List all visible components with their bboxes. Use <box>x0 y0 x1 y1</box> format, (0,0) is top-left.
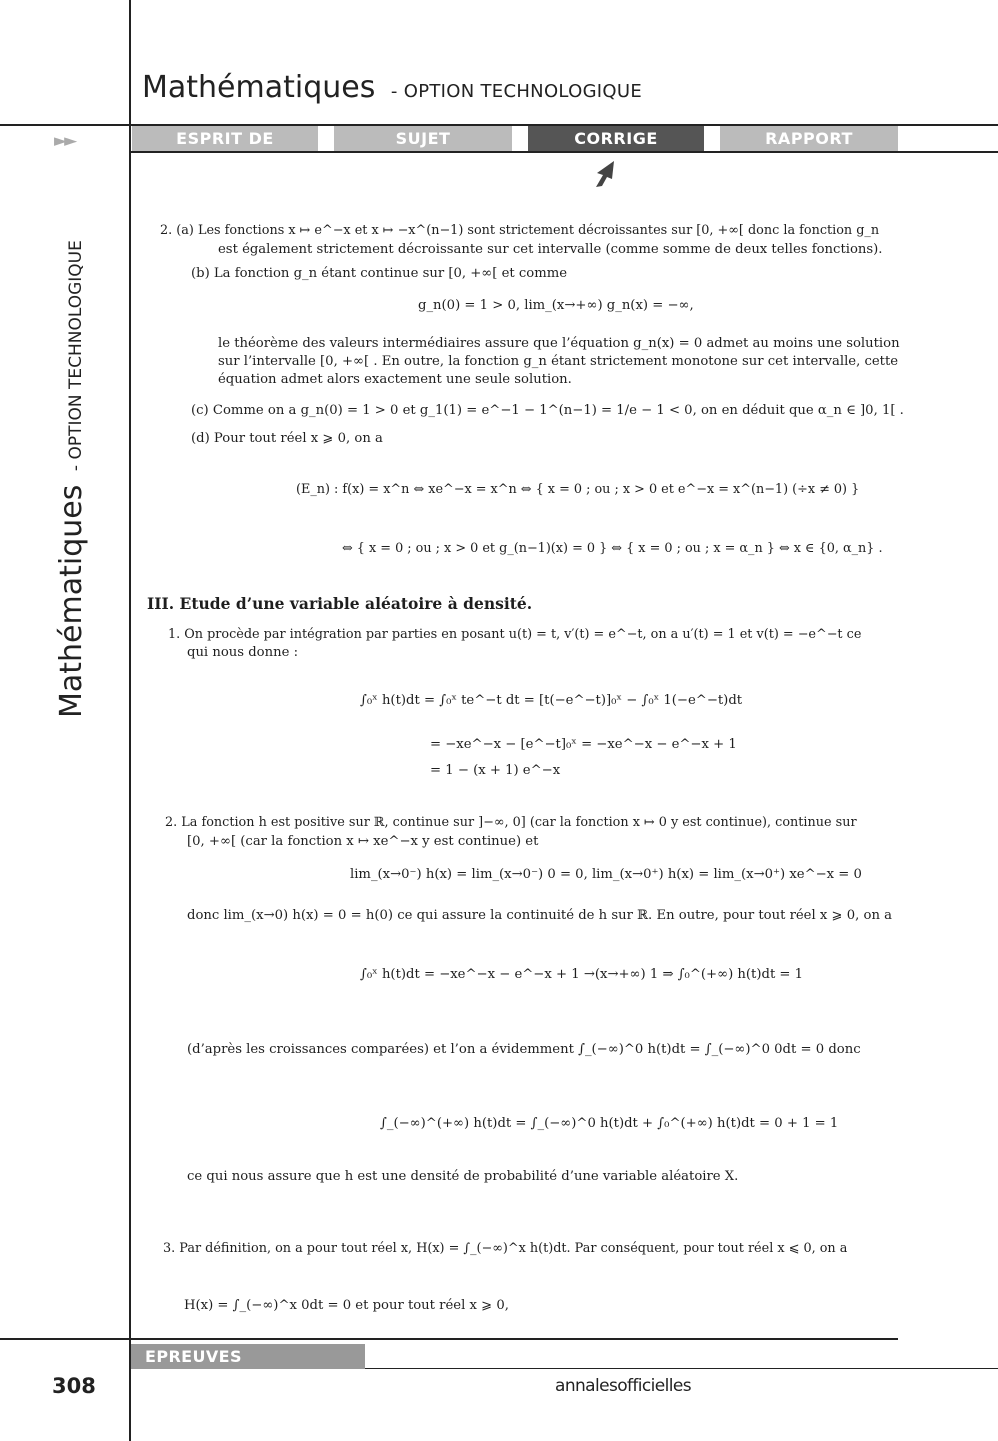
equation-en-line1: (E_n) : f(x) = x^n ⇔ xe^−x = x^n ⇔ { x = 0 ; ou ; x > 0 et e^−x = x^(n−1) (÷x ≠ 0) } <box>296 482 860 497</box>
page-title <box>142 70 642 105</box>
equation-3-1-line2: = −xe^−x − [e^−t]₀ˣ = −xe^−x − e^−x + 1 <box>430 737 737 752</box>
paragraph-2b-line3: sur l’intervalle [0, +∞[ . En outre, la fonction g_n étant strictement monotone sur cet intervalle, cette <box>218 354 899 369</box>
paragraph-3-2-conclusion: ce qui nous assure que h est une densité de probabilité d’une variable aléatoire X. <box>187 1169 739 1184</box>
paragraph-3-2: 2. La fonction h est positive sur ℝ, continue sur ]−∞, 0] (car la fonction x ↦ 0 y est continue), continue sur <box>165 815 857 830</box>
paragraph-3-1-continued: qui nous donne : <box>187 645 299 660</box>
side-title-subtitle: - OPTION TECHNOLOGIQUE <box>66 240 86 472</box>
equation-3-1-line1: ∫₀ˣ h(t)dt = ∫₀ˣ te^−t dt = [t(−e^−t)]₀ˣ − ∫₀ˣ 1(−e^−t)dt <box>360 693 743 708</box>
equation-en-line2: ⇔ { x = 0 ; ou ; x > 0 et g_(n−1)(x) = 0 } ⇔ { x = 0 ; ou ; x = α_n } ⇔ x ∈ {0, α_n} . <box>342 541 883 556</box>
tab-rapport[interactable]: RAPPORT <box>720 126 898 151</box>
equation-3-1-line3: = 1 − (x + 1) e^−x <box>430 763 561 778</box>
equation-3-2-total: ∫_(−∞)^(+∞) h(t)dt = ∫_(−∞)^0 h(t)dt + ∫₀^(+∞) h(t)dt = 0 + 1 = 1 <box>380 1116 839 1131</box>
paragraph-3-2-continuity: donc lim_(x→0) h(x) = 0 = h(0) ce qui assure la continuité de h sur ℝ. En outre, pour tout réel x ⩾ 0, on a <box>187 908 893 923</box>
section-heading-3: III. Etude d’une variable aléatoire à densité. <box>147 594 533 613</box>
tab-esprit-epreuve[interactable]: ESPRIT DE L’EPREUVE <box>132 126 318 151</box>
pointer-cursor-icon <box>594 160 616 188</box>
side-title <box>54 240 89 718</box>
paragraph-2b-line4: équation admet alors exactement une seule solution. <box>218 372 572 387</box>
paragraph-2b: (b) La fonction g_n étant continue sur [0, +∞[ et comme <box>191 266 568 281</box>
equation-3-2-integral: ∫₀ˣ h(t)dt = −xe^−x − e^−x + 1 →(x→+∞) 1 ⇒ ∫₀^(+∞) h(t)dt = 1 <box>360 967 804 982</box>
equation-2b: g_n(0) = 1 > 0, lim_(x→+∞) g_n(x) = −∞, <box>418 298 694 313</box>
vertical-rule <box>129 0 131 1441</box>
footer-section-label: EPREUVES SPECIFIQUES <box>131 1344 365 1369</box>
paragraph-2c: (c) Comme on a g_n(0) = 1 > 0 et g_1(1) = e^−1 − 1^(n−1) = 1/e − 1 < 0, on en déduit que α_n ∈ ]0, 1[ . <box>191 403 904 418</box>
page-title-main: Mathématiques <box>142 70 376 105</box>
paragraph-2a-continued: est également strictement décroissante sur cet intervalle (comme somme de deux telles fonctions). <box>218 242 883 257</box>
tab-corrige[interactable]: CORRIGE <box>528 126 704 151</box>
page-title-subtitle: - OPTION TECHNOLOGIQUE <box>390 81 643 102</box>
footer-brand: annalesofficielles <box>555 1376 692 1396</box>
page-number: 308 <box>52 1374 96 1398</box>
forward-arrows-icon: ►► <box>54 131 75 151</box>
paragraph-3-3: 3. Par définition, on a pour tout réel x, H(x) = ∫_(−∞)^x h(t)dt. Par conséquent, pour tout réel x ⩽ 0, on a <box>163 1241 848 1256</box>
footer-rule <box>0 1338 898 1340</box>
paragraph-3-2-comparison: (d’après les croissances comparées) et l’on a évidemment ∫_(−∞)^0 h(t)dt = ∫_(−∞)^0 0dt = 0 donc <box>187 1042 861 1057</box>
paragraph-2b-line2: le théorème des valeurs intermédiaires assure que l’équation g_n(x) = 0 admet au moins une solution <box>218 336 900 351</box>
paragraph-2a: 2. (a) Les fonctions x ↦ e^−x et x ↦ −x^(n−1) sont strictement décroissantes sur [0, +∞[ donc la fonction g_n <box>160 223 880 238</box>
paragraph-3-3-continued: H(x) = ∫_(−∞)^x 0dt = 0 et pour tout réel x ⩾ 0, <box>184 1298 509 1313</box>
paragraph-3-1: 1. On procède par intégration par parties en posant u(t) = t, v′(t) = e^−t, on a u′(t) = 1 et v(t) = −e^−t ce <box>168 627 862 642</box>
paragraph-2d: (d) Pour tout réel x ⩾ 0, on a <box>191 431 383 446</box>
side-title-main: Mathématiques <box>54 484 89 718</box>
tab-sujet[interactable]: SUJET <box>334 126 512 151</box>
paragraph-3-2-continued: [0, +∞[ (car la fonction x ↦ xe^−x y est continue) et <box>187 834 539 849</box>
equation-3-2-limits: lim_(x→0⁻) h(x) = lim_(x→0⁻) 0 = 0, lim_(x→0⁺) h(x) = lim_(x→0⁺) xe^−x = 0 <box>350 867 862 882</box>
